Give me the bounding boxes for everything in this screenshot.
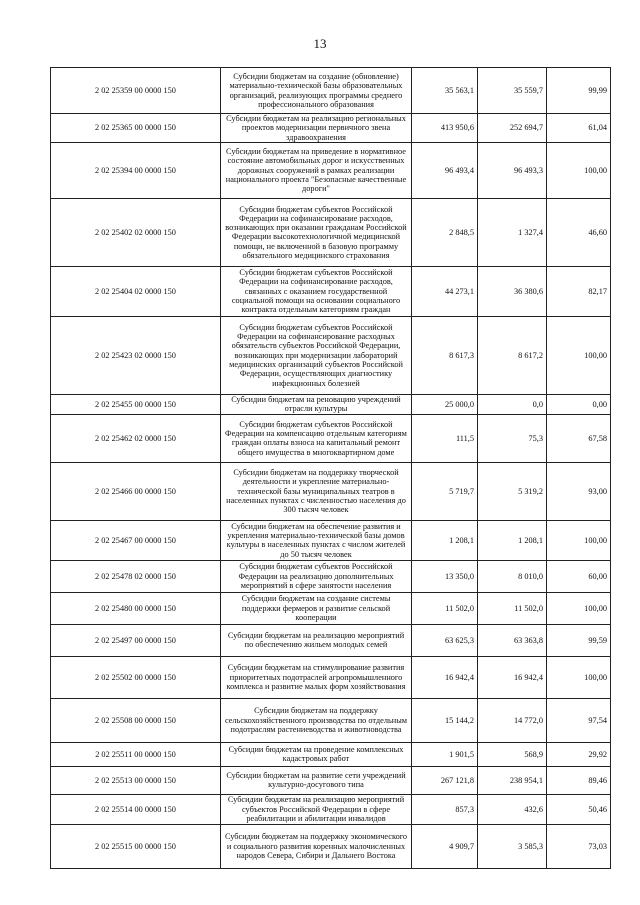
budget-code-cell: 2 02 25455 00 0000 150 [51, 394, 221, 414]
budget-code-cell: 2 02 25365 00 0000 150 [51, 114, 221, 143]
table-row [51, 462, 611, 520]
subsidy-name-cell: Субсидии бюджетам на поддержку творческой деятельности и укрепление материально-технической базы муниципальных театров в населенных пунктах с численностью населения до 300 тысяч человек [221, 462, 412, 520]
executed-amount-cell: 63 363,8 [478, 624, 547, 656]
execution-percent-cell: 100,00 [547, 656, 611, 698]
executed-amount-cell: 36 380,6 [478, 266, 547, 316]
planned-amount-cell: 1 901,5 [412, 742, 478, 766]
table-row [51, 316, 611, 394]
table-row [51, 624, 611, 656]
executed-amount-cell: 8 010,0 [478, 560, 547, 592]
subsidy-name-cell: Субсидии бюджетам на поддержку сельскохозяйственного производства по отдельным подотраслям растениеводства и животноводства [221, 698, 412, 742]
planned-amount-cell: 16 942,4 [412, 656, 478, 698]
budget-code-cell: 2 02 25462 02 0000 150 [51, 414, 221, 462]
execution-percent-cell: 82,17 [547, 266, 611, 316]
budget-code-cell: 2 02 25497 00 0000 150 [51, 624, 221, 656]
executed-amount-cell: 1 208,1 [478, 520, 547, 560]
planned-amount-cell: 4 909,7 [412, 824, 478, 868]
execution-percent-cell: 100,00 [547, 592, 611, 624]
budget-code-cell: 2 02 25359 00 0000 150 [51, 68, 221, 114]
executed-amount-cell: 14 772,0 [478, 698, 547, 742]
table-row [51, 592, 611, 624]
subsidy-name-cell: Субсидии бюджетам на реализацию мероприятий по обеспечению жильем молодых семей [221, 624, 412, 656]
execution-percent-cell: 50,46 [547, 794, 611, 824]
subsidy-name-cell: Субсидии бюджетам субъектов Российской Федерации на софинансирование расходов, возникающих при оказании гражданам Российской Федерации высокотехнологичной медицинской помощи, не включенной в базовую программу обязательного медицинского страхования [221, 198, 412, 266]
budget-code-cell: 2 02 25514 00 0000 150 [51, 794, 221, 824]
executed-amount-cell: 35 559,7 [478, 68, 547, 114]
planned-amount-cell: 11 502,0 [412, 592, 478, 624]
execution-percent-cell: 0,00 [547, 394, 611, 414]
planned-amount-cell: 2 848,5 [412, 198, 478, 266]
execution-percent-cell: 100,00 [547, 520, 611, 560]
budget-table-body [51, 68, 611, 869]
execution-percent-cell: 46,60 [547, 198, 611, 266]
table-row [51, 794, 611, 824]
executed-amount-cell: 5 319,2 [478, 462, 547, 520]
execution-percent-cell: 60,00 [547, 560, 611, 592]
executed-amount-cell: 238 954,1 [478, 766, 547, 794]
budget-code-cell: 2 02 25502 00 0000 150 [51, 656, 221, 698]
budget-code-cell: 2 02 25508 00 0000 150 [51, 698, 221, 742]
budget-code-cell: 2 02 25402 02 0000 150 [51, 198, 221, 266]
budget-code-cell: 2 02 25513 00 0000 150 [51, 766, 221, 794]
table-row [51, 394, 611, 414]
table-row [51, 698, 611, 742]
execution-percent-cell: 100,00 [547, 142, 611, 198]
table-row [51, 520, 611, 560]
budget-code-cell: 2 02 25511 00 0000 150 [51, 742, 221, 766]
execution-percent-cell: 29,92 [547, 742, 611, 766]
planned-amount-cell: 8 617,3 [412, 316, 478, 394]
subsidy-name-cell: Субсидии бюджетам субъектов Российской Федерации на софинансирование расходных обязательств субъектов Российской Федерации, возникающих при модернизации лабораторий медицинских организаций субъектов Российской Федерации, осуществляющих диагностику инфекционных болезней [221, 316, 412, 394]
executed-amount-cell: 96 493,3 [478, 142, 547, 198]
planned-amount-cell: 5 719,7 [412, 462, 478, 520]
planned-amount-cell: 15 144,2 [412, 698, 478, 742]
table-row [51, 68, 611, 114]
executed-amount-cell: 252 694,7 [478, 114, 547, 143]
executed-amount-cell: 75,3 [478, 414, 547, 462]
subsidy-name-cell: Субсидии бюджетам на проведение комплексных кадастровых работ [221, 742, 412, 766]
executed-amount-cell: 1 327,4 [478, 198, 547, 266]
executed-amount-cell: 568,9 [478, 742, 547, 766]
executed-amount-cell: 16 942,4 [478, 656, 547, 698]
table-row [51, 266, 611, 316]
table-row [51, 114, 611, 143]
execution-percent-cell: 100,00 [547, 316, 611, 394]
budget-code-cell: 2 02 25404 02 0000 150 [51, 266, 221, 316]
budget-code-cell: 2 02 25515 00 0000 150 [51, 824, 221, 868]
page-number: 13 [313, 36, 327, 51]
subsidy-name-cell: Субсидии бюджетам на реновацию учреждений отрасли культуры [221, 394, 412, 414]
subsidy-name-cell: Субсидии бюджетам на развитие сети учреждений культурно-досугового типа [221, 766, 412, 794]
table-row [51, 198, 611, 266]
planned-amount-cell: 413 950,6 [412, 114, 478, 143]
budget-code-cell: 2 02 25478 02 0000 150 [51, 560, 221, 592]
planned-amount-cell: 111,5 [412, 414, 478, 462]
planned-amount-cell: 44 273,1 [412, 266, 478, 316]
execution-percent-cell: 99,59 [547, 624, 611, 656]
execution-percent-cell: 73,03 [547, 824, 611, 868]
subsidy-name-cell: Субсидии бюджетам на стимулирование развития приоритетных подотраслей агропромышленного комплекса и развитие малых форм хозяйствования [221, 656, 412, 698]
planned-amount-cell: 857,3 [412, 794, 478, 824]
table-row [51, 142, 611, 198]
executed-amount-cell: 3 585,3 [478, 824, 547, 868]
subsidy-name-cell: Субсидии бюджетам субъектов Российской Федерации на софинансирование расходов, связанных с оказанием государственной социальной помощи на основании социального контракта отдельным категориям граждан [221, 266, 412, 316]
executed-amount-cell: 0,0 [478, 394, 547, 414]
planned-amount-cell: 96 493,4 [412, 142, 478, 198]
budget-code-cell: 2 02 25466 00 0000 150 [51, 462, 221, 520]
subsidy-name-cell: Субсидии бюджетам на реализацию мероприятий субъектов Российской Федерации в сфере реабилитации и абилитации инвалидов [221, 794, 412, 824]
executed-amount-cell: 8 617,2 [478, 316, 547, 394]
table-row [51, 824, 611, 868]
table-row [51, 560, 611, 592]
planned-amount-cell: 25 000,0 [412, 394, 478, 414]
budget-code-cell: 2 02 25394 00 0000 150 [51, 142, 221, 198]
planned-amount-cell: 63 625,3 [412, 624, 478, 656]
execution-percent-cell: 61,04 [547, 114, 611, 143]
table-row [51, 742, 611, 766]
budget-code-cell: 2 02 25480 00 0000 150 [51, 592, 221, 624]
subsidy-name-cell: Субсидии бюджетам на реализацию региональных проектов модернизации первичного звена здравоохранения [221, 114, 412, 143]
planned-amount-cell: 1 208,1 [412, 520, 478, 560]
planned-amount-cell: 13 350,0 [412, 560, 478, 592]
subsidy-name-cell: Субсидии бюджетам на создание (обновление) материально-технической базы образовательных организаций, реализующих программы среднего профессионального образования [221, 68, 412, 114]
subsidy-name-cell: Субсидии бюджетам субъектов Российской Федерации на компенсацию отдельным категориям граждан оплаты взноса на капитальный ремонт общего имущества в многоквартирном доме [221, 414, 412, 462]
budget-code-cell: 2 02 25423 02 0000 150 [51, 316, 221, 394]
subsidy-name-cell: Субсидии бюджетам на приведение в нормативное состояние автомобильных дорог и искусственных дорожных сооружений в рамках реализации национального проекта "Безопасные качественные дороги" [221, 142, 412, 198]
table-row [51, 414, 611, 462]
executed-amount-cell: 432,6 [478, 794, 547, 824]
subsidy-name-cell: Субсидии бюджетам на создание системы поддержки фермеров и развитие сельской кооперации [221, 592, 412, 624]
execution-percent-cell: 93,00 [547, 462, 611, 520]
subsidy-name-cell: Субсидии бюджетам субъектов Российской Федерации на реализацию дополнительных мероприятий в сфере занятости населения [221, 560, 412, 592]
execution-percent-cell: 97,54 [547, 698, 611, 742]
execution-percent-cell: 99,99 [547, 68, 611, 114]
execution-percent-cell: 89,46 [547, 766, 611, 794]
subsidy-name-cell: Субсидии бюджетам на поддержку экономического и социального развития коренных малочисленных народов Севера, Сибири и Дальнего Востока [221, 824, 412, 868]
budget-code-cell: 2 02 25467 00 0000 150 [51, 520, 221, 560]
table-row [51, 656, 611, 698]
planned-amount-cell: 267 121,8 [412, 766, 478, 794]
planned-amount-cell: 35 563,1 [412, 68, 478, 114]
subsidy-name-cell: Субсидии бюджетам на обеспечение развития и укрепления материально-технической базы домов культуры в населенных пунктах с числом жителей до 50 тысяч человек [221, 520, 412, 560]
execution-percent-cell: 67,58 [547, 414, 611, 462]
executed-amount-cell: 11 502,0 [478, 592, 547, 624]
table-row [51, 766, 611, 794]
budget-table [50, 67, 611, 869]
